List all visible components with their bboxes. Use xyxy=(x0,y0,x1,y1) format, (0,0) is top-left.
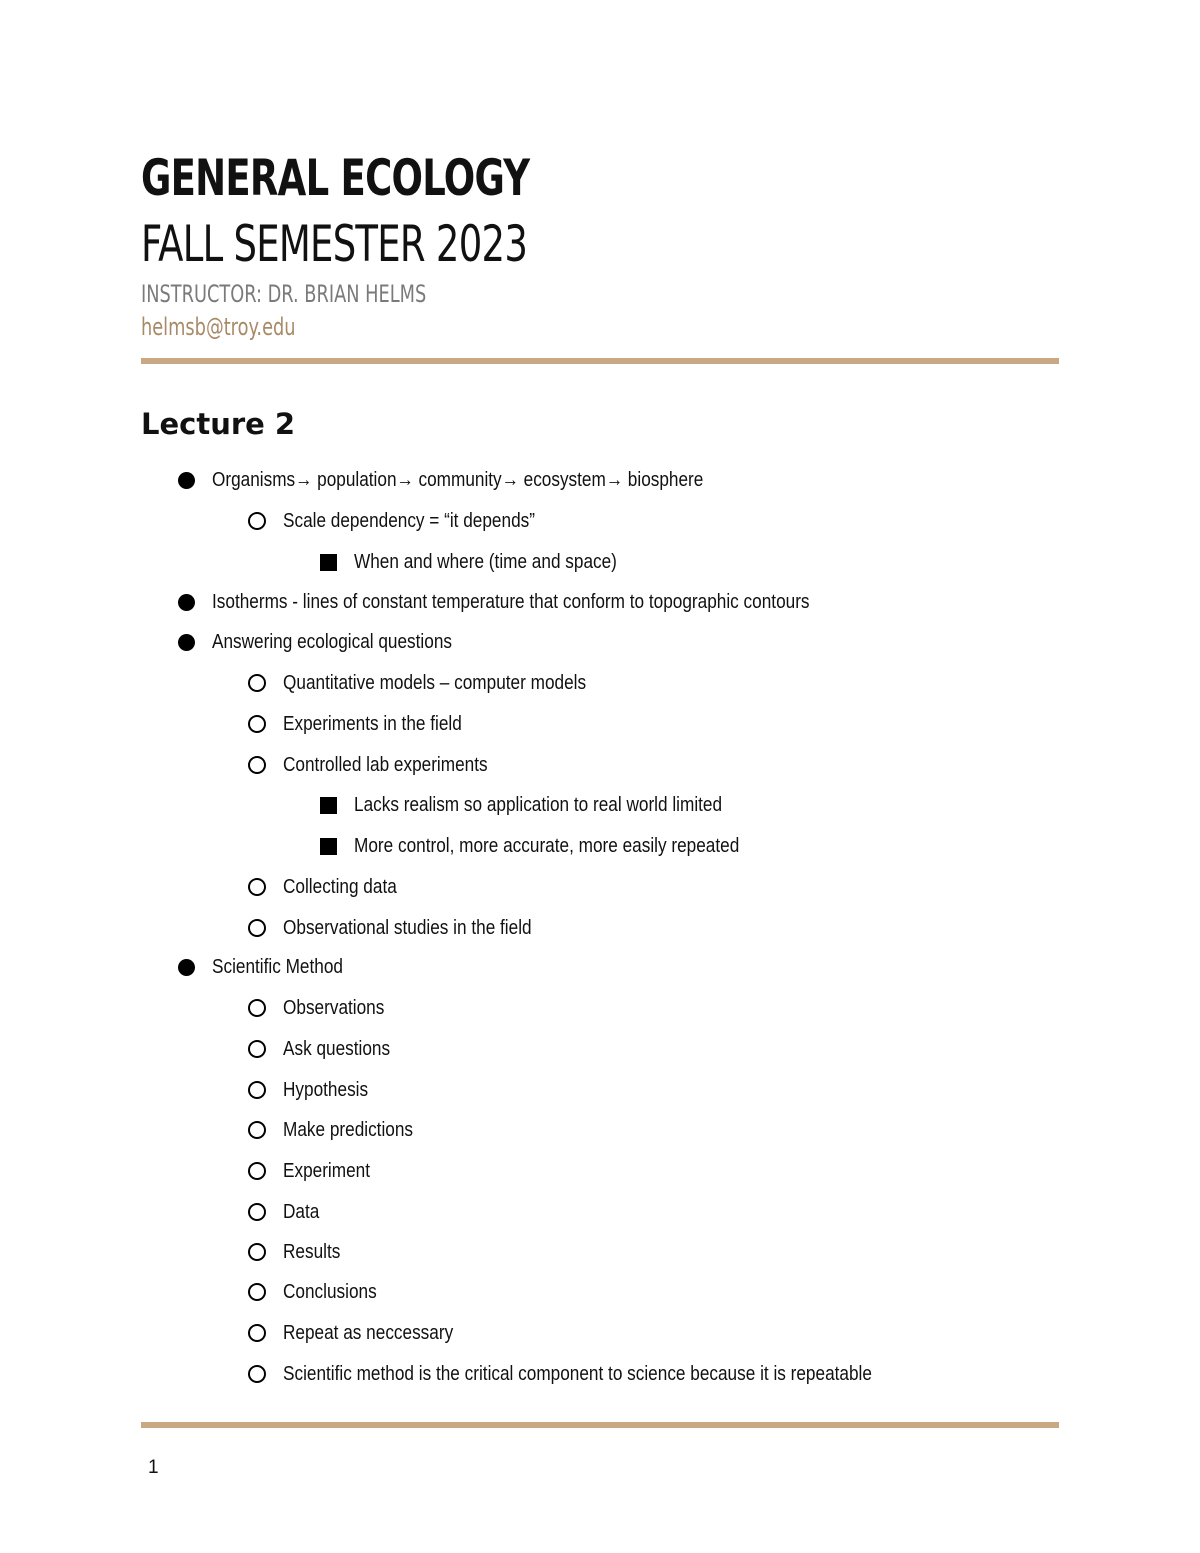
header-divider xyxy=(141,358,1059,364)
square-bullet-icon xyxy=(320,554,337,571)
list-item-text: Observations xyxy=(283,997,385,1019)
square-bullet-icon xyxy=(320,838,337,855)
list-item xyxy=(248,663,635,703)
list-item-text: Repeat as neccessary xyxy=(283,1322,454,1344)
filled-circle-bullet-icon xyxy=(178,634,195,651)
list-item xyxy=(320,542,660,582)
list-item-text: Scale dependency = “it depends” xyxy=(283,510,535,532)
list-item xyxy=(320,785,782,825)
list-item xyxy=(248,1354,968,1394)
hollow-circle-bullet-icon xyxy=(248,512,266,530)
list-item xyxy=(248,1110,434,1150)
list-item-text: Ask questions xyxy=(283,1038,391,1060)
course-title: GENERAL ECOLOGY xyxy=(141,149,530,207)
hollow-circle-bullet-icon xyxy=(248,999,266,1017)
hollow-circle-bullet-icon xyxy=(248,919,266,937)
list-item xyxy=(248,704,491,744)
hollow-circle-bullet-icon xyxy=(248,1203,266,1221)
list-item xyxy=(248,867,415,907)
filled-circle-bullet-icon xyxy=(178,959,195,976)
filled-circle-bullet-icon xyxy=(178,472,195,489)
list-item-text: Quantitative models – computer models xyxy=(283,672,587,694)
instructor-name: INSTRUCTOR: DR. BRIAN HELMS xyxy=(141,280,427,308)
hollow-circle-bullet-icon xyxy=(248,674,266,692)
list-item-text: Data xyxy=(283,1201,320,1223)
hollow-circle-bullet-icon xyxy=(248,1283,266,1301)
list-item xyxy=(248,1192,325,1232)
list-item xyxy=(320,826,802,866)
list-item-text: More control, more accurate, more easily repeated xyxy=(354,835,740,857)
list-item xyxy=(248,1070,382,1110)
list-item-text: Hypothesis xyxy=(283,1079,369,1101)
hollow-circle-bullet-icon xyxy=(248,1121,266,1139)
list-item xyxy=(178,460,783,500)
lecture-heading: Lecture 2 xyxy=(141,407,296,441)
list-item xyxy=(248,988,401,1028)
list-item-text: Lacks realism so application to real world limited xyxy=(354,794,723,816)
list-item xyxy=(248,1151,384,1191)
square-bullet-icon xyxy=(320,797,337,814)
list-item xyxy=(248,1313,481,1353)
hollow-circle-bullet-icon xyxy=(248,1040,266,1058)
list-item xyxy=(248,745,521,785)
instructor-email-link[interactable]: helmsb@troy.edu xyxy=(141,313,296,341)
list-item-text: Results xyxy=(283,1241,341,1263)
list-item xyxy=(248,908,572,948)
hollow-circle-bullet-icon xyxy=(248,756,266,774)
list-item-text: Scientific method is the critical component to science because it is repeatable xyxy=(283,1363,872,1385)
list-item xyxy=(248,1232,350,1272)
hollow-circle-bullet-icon xyxy=(248,878,266,896)
hollow-circle-bullet-icon xyxy=(248,1081,266,1099)
filled-circle-bullet-icon xyxy=(178,594,195,611)
hollow-circle-bullet-icon xyxy=(248,715,266,733)
list-item-text: Observational studies in the field xyxy=(283,917,532,939)
list-item xyxy=(248,1272,392,1312)
list-item-text: Answering ecological questions xyxy=(212,631,452,653)
page-number: 1 xyxy=(148,1457,159,1478)
list-item xyxy=(178,947,364,987)
list-item xyxy=(248,501,576,541)
list-item-text: Collecting data xyxy=(283,876,397,898)
footer-divider xyxy=(141,1422,1059,1428)
hollow-circle-bullet-icon xyxy=(248,1324,266,1342)
list-item-text: Scientific Method xyxy=(212,956,343,978)
list-item xyxy=(178,582,907,622)
list-item-text: Make predictions xyxy=(283,1119,414,1141)
list-item-text: Organisms→ population→ community→ ecosystem→ biosphere xyxy=(212,469,704,491)
hollow-circle-bullet-icon xyxy=(248,1162,266,1180)
list-item-text: Experiment xyxy=(283,1160,370,1182)
list-item-text: When and where (time and space) xyxy=(354,551,617,573)
semester-title: FALL SEMESTER 2023 xyxy=(141,215,528,273)
list-item xyxy=(178,622,491,662)
list-item-text: Conclusions xyxy=(283,1281,377,1303)
list-item xyxy=(248,1029,408,1069)
list-item-text: Isotherms - lines of constant temperature that conform to topographic contours xyxy=(212,591,810,613)
hollow-circle-bullet-icon xyxy=(248,1243,266,1261)
hollow-circle-bullet-icon xyxy=(248,1365,266,1383)
list-item-text: Experiments in the field xyxy=(283,713,462,735)
list-item-text: Controlled lab experiments xyxy=(283,754,488,776)
